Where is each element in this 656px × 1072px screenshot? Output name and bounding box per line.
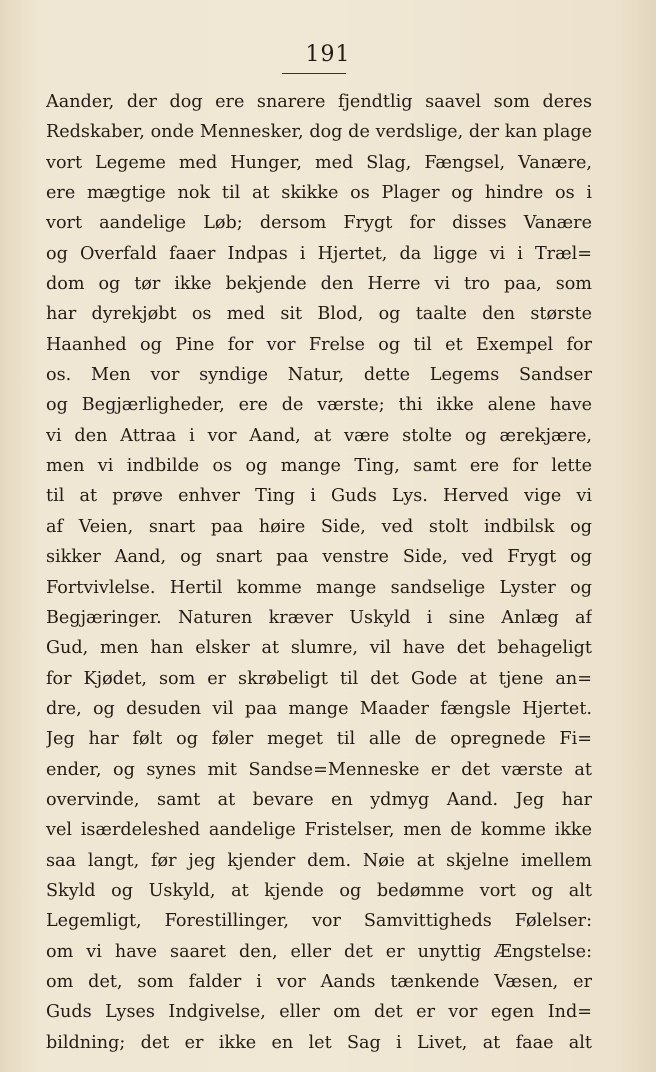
- text-line: Haanhed og Pine for vor Frelse og til et Exempel for: [46, 334, 592, 355]
- text-line: Skyld og Uskyld, at kjende og bedømme vort og alt: [46, 880, 592, 901]
- text-line: saa langt, før jeg kjender dem. Nøie at skjelne imellem: [46, 850, 592, 871]
- text-line: har dyrekjøbt os med sit Blod, og taalte den største: [46, 304, 592, 325]
- text-line: Aander, der dog ere snarere fjendtlig saavel som deres: [46, 92, 592, 112]
- text-line: Jeg har følt og føler meget til alle de opregnede Fi=: [46, 729, 592, 750]
- text-line: Legemligt, Forestillinger, vor Samvittigheds Følelser:: [46, 911, 592, 932]
- text-line: og Overfald faaer Indpas i Hjertet, da ligge vi i Træl=: [46, 243, 592, 264]
- text-line: Guds Lyses Indgivelse, eller om det er vor egen Ind=: [46, 1002, 592, 1023]
- body-text: [46, 87, 592, 1058]
- text-line: bildning; det er ikke en let Sag i Livet, at faae alt: [46, 1032, 592, 1053]
- text-line: til at prøve enhver Ting i Guds Lys. Herved vige vi: [46, 486, 592, 507]
- text-line: sikker Aand, og snart paa venstre Side, ved Frygt og: [46, 547, 592, 568]
- text-line: ere mægtige nok til at skikke os Plager og hindre os i: [46, 183, 592, 204]
- text-line: ender, og synes mit Sandse=Menneske er det værste at: [46, 759, 592, 780]
- text-line: dom og tør ikke bekjende den Herre vi tro paa, som: [46, 274, 592, 295]
- text-line: vi den Attraa i vor Aand, at være stolte og ærekjære,: [46, 425, 592, 446]
- text-line: om det, som falder i vor Aands tænkende Væsen, er: [46, 971, 592, 992]
- text-line: men vi indbilde os og mange Ting, samt ere for lette: [46, 456, 592, 477]
- page-number-rule: [282, 73, 346, 74]
- text-line: dre, og desuden vil paa mange Maader fængsle Hjertet.: [46, 698, 592, 719]
- text-line: vort aandelige Løb; dersom Frygt for disses Vanære: [46, 213, 592, 234]
- text-line: vel isærdeleshed aandelige Fristelser, men de komme ikke: [46, 820, 592, 841]
- text-line: Begjæringer. Naturen kræver Uskyld i sine Anlæg af: [46, 607, 592, 628]
- text-line: Fortvivlelse. Hertil komme mange sandselige Lyster og: [46, 577, 592, 598]
- text-line: overvinde, samt at bevare en ydmyg Aand. Jeg har: [46, 789, 592, 810]
- page-number: 191: [305, 42, 351, 67]
- text-line: Redskaber, onde Mennesker, dog de verdslige, der kan plage: [46, 122, 592, 143]
- text-line: vort Legeme med Hunger, med Slag, Fængsel, Vanære,: [46, 152, 592, 173]
- text-line: Gud, men han elsker at slumre, vil have det behageligt: [46, 638, 592, 659]
- text-line: af Veien, snart paa høire Side, ved stolt indbilsk og: [46, 516, 592, 537]
- text-line: for Kjødet, som er skrøbeligt til det Gode at tjene an=: [46, 668, 592, 689]
- text-line: om vi have saaret den, eller det er unyttig Ængstelse:: [46, 941, 592, 962]
- text-line: os. Men vor syndige Natur, dette Legems Sandser: [46, 365, 592, 386]
- text-line: og Begjærligheder, ere de værste; thi ikke alene have: [46, 395, 592, 416]
